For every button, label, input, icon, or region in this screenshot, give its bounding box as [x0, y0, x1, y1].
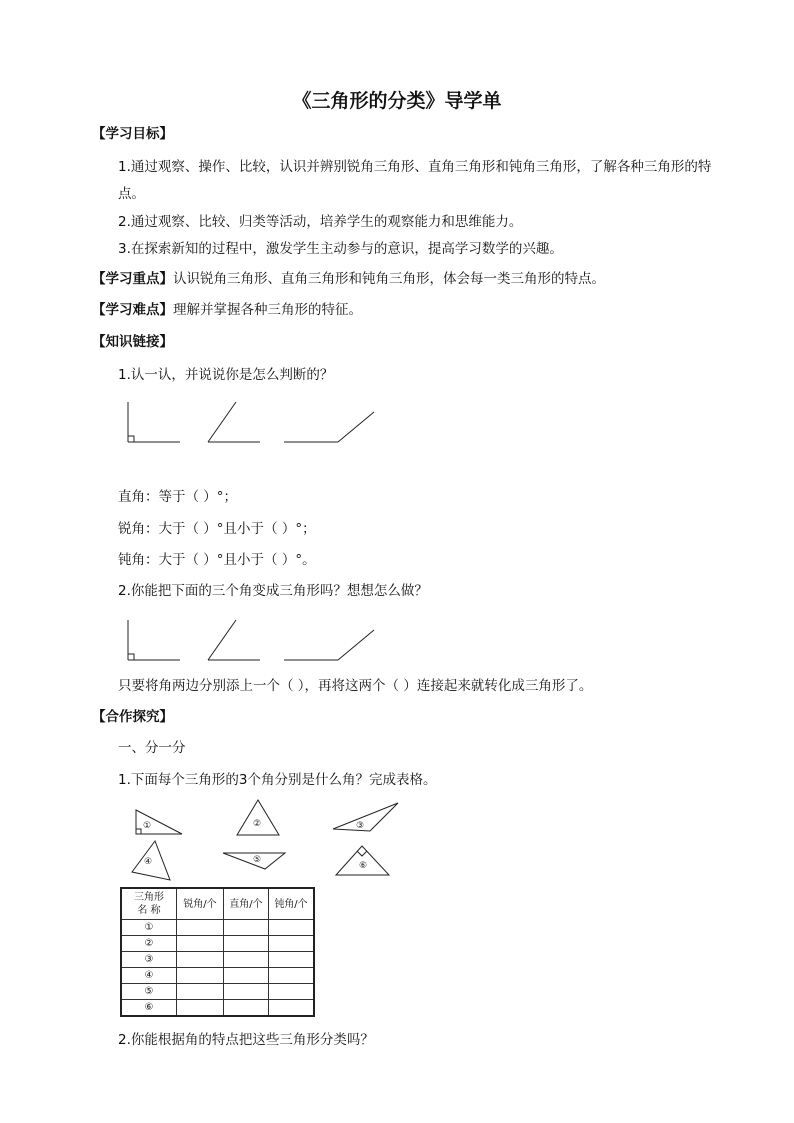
knowledge-link-heading: 【知识链接】 [92, 334, 173, 350]
question-4: 2.你能根据角的特点把这些三角形分类吗？ [118, 1032, 374, 1048]
answer-cell[interactable] [269, 952, 315, 968]
header-obtuse: 钝角/个 [269, 888, 315, 920]
row-label: ① [121, 920, 177, 936]
table-header-row [121, 888, 314, 920]
row-label: ④ [121, 968, 177, 984]
table-row [121, 920, 314, 936]
answer-cell[interactable] [269, 936, 315, 952]
right-angle-fill: 直角：等于（ ）°； [118, 489, 238, 505]
triangle-label: ③ [356, 821, 365, 831]
question-3: 1.下面每个三角形的3个角分别是什么角？完成表格。 [118, 772, 437, 788]
answer-cell[interactable] [177, 936, 224, 952]
answer-cell[interactable] [177, 920, 224, 936]
answer-cell[interactable] [177, 984, 224, 1000]
answer-cell[interactable] [224, 952, 269, 968]
question-2: 2.你能把下面的三个角变成三角形吗？想想怎么做？ [118, 583, 428, 599]
answer-cell[interactable] [224, 984, 269, 1000]
answer-cell[interactable] [224, 920, 269, 936]
table-row [121, 984, 314, 1000]
answer-cell[interactable] [269, 920, 315, 936]
answer-cell[interactable] [224, 1000, 269, 1017]
row-label: ⑤ [121, 984, 177, 1000]
goal-2: 2.通过观察、比较、归类等活动，培养学生的观察能力和思维能力。 [118, 214, 523, 230]
triangle-2 [237, 800, 279, 835]
triangle-label: ① [143, 821, 152, 831]
classification-table [120, 887, 315, 1017]
answer-cell[interactable] [177, 1000, 224, 1017]
page-title: 《三角形的分类》导学单 [292, 90, 502, 112]
cooperative-heading: 【合作探究】 [92, 709, 173, 725]
key-point-heading: 【学习重点】 [92, 271, 173, 287]
question-1: 1.认一认，并说说你是怎么判断的？ [118, 367, 334, 383]
triangle-1-right-mark [136, 829, 141, 834]
answer-cell[interactable] [269, 968, 315, 984]
row-label: ② [121, 936, 177, 952]
triangle-label: ⑤ [253, 855, 262, 865]
acute-angle-fill: 锐角：大于（ ）°且小于（ ）°； [118, 521, 316, 537]
answer-cell[interactable] [224, 936, 269, 952]
table-row [121, 968, 314, 984]
triangle-label: ④ [144, 857, 153, 867]
triangle-3 [333, 803, 398, 831]
key-point-text: 认识锐角三角形、直角三角形和钝角三角形，体会每一类三角形的特点。 [173, 271, 605, 287]
obtuse-angle-fill: 钝角：大于（ ）°且小于（ ）°。 [118, 552, 316, 568]
difficulty-heading: 【学习难点】 [92, 302, 173, 318]
answer-cell[interactable] [269, 984, 315, 1000]
triangle-6-right-mark [357, 851, 367, 856]
header-name-line-2: 名 称 [137, 905, 161, 916]
part-1-heading: 一、分一分 [118, 740, 186, 756]
header-name-cell [121, 888, 177, 920]
goal-1-line-1: 1.通过观察、操作、比较，认识并辨别锐角三角形、直角三角形和钝角三角形，了解各种三角形的特 [118, 159, 712, 175]
header-name-line-1: 三角形 [134, 892, 164, 903]
row-label: ③ [121, 952, 177, 968]
goal-1-line-2: 点。 [118, 186, 145, 202]
triangle-label: ⑥ [359, 861, 368, 871]
header-right: 直角/个 [224, 888, 269, 920]
answer-cell[interactable] [224, 968, 269, 984]
goals-heading: 【学习目标】 [92, 126, 173, 142]
answer-cell[interactable] [177, 952, 224, 968]
goal-3: 3.在探索新知的过程中，激发学生主动参与的意识，提高学习数学的兴趣。 [118, 241, 563, 257]
table-row [121, 952, 314, 968]
answer-cell[interactable] [177, 968, 224, 984]
header-acute: 锐角/个 [177, 888, 224, 920]
table-row [121, 1000, 314, 1017]
difficulty-text: 理解并掌握各种三角形的特征。 [173, 302, 362, 318]
answer-cell[interactable] [269, 1000, 315, 1017]
table-row [121, 936, 314, 952]
triangle-label: ② [253, 819, 262, 829]
conversion-fill: 只要将角两边分别添上一个（ ），再将这两个（ ）连接起来就转化成三角形了。 [118, 678, 593, 694]
row-label: ⑥ [121, 1000, 177, 1017]
